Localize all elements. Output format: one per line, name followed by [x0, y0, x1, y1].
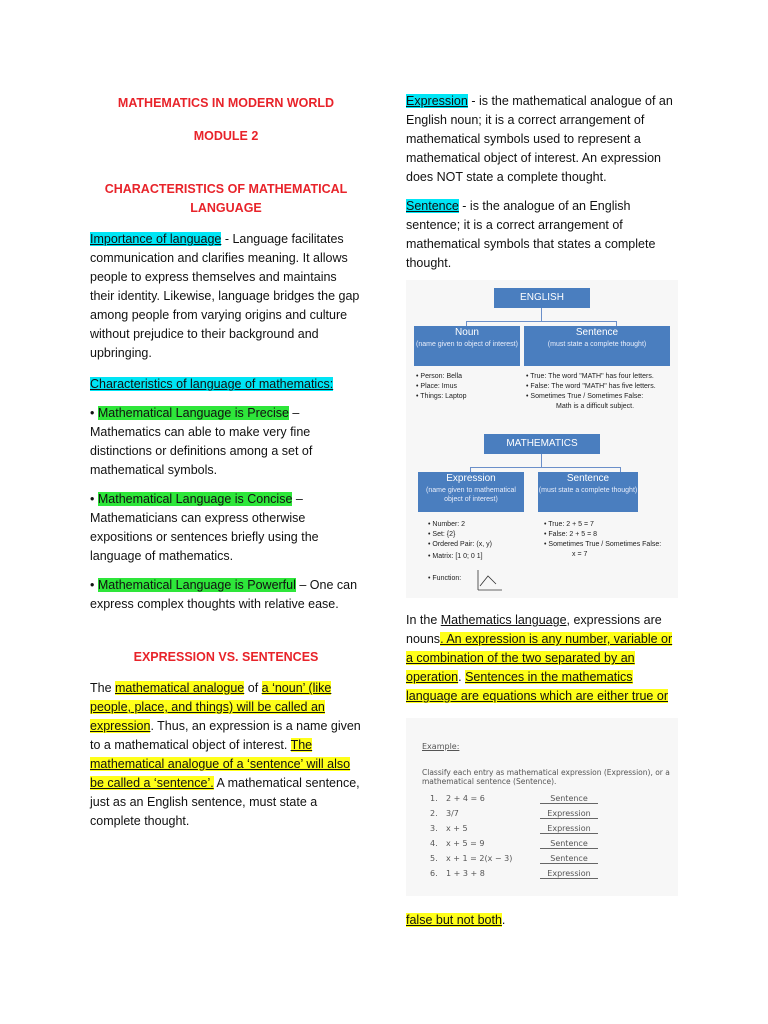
noun-box: [414, 326, 520, 366]
bullet-label: Mathematical Language is Powerful: [97, 578, 296, 592]
connector: [470, 467, 620, 468]
example-row: [430, 854, 670, 868]
expression-vs-sentences-heading: EXPRESSION VS. SENTENCES: [133, 650, 319, 664]
connector: [541, 308, 542, 322]
para-highlight: a ‘noun’ (like people, place, and things) will be called an expression: [90, 681, 332, 733]
row-answer: Sentence: [540, 839, 598, 849]
bullet-text: – Mathematics can able to make very fine distinctions or definitions among a set of mathematical symbols.: [90, 406, 313, 477]
noun-sub: (name given to object of interest): [416, 341, 518, 348]
left-column: [90, 0, 362, 831]
characteristics-label: Characteristics of language of mathematics:: [90, 377, 334, 391]
bullet-text: – One can express complex thoughts with relative ease.: [90, 578, 358, 611]
noun-item: • Person: Bella: [416, 373, 463, 380]
bullet-marker: •: [90, 578, 98, 592]
english-box: [494, 288, 590, 308]
para-highlight: mathematical analogue: [115, 681, 245, 695]
math-sentence-box: [538, 472, 638, 512]
row-entry: x + 5 = 9: [446, 839, 485, 848]
expression-paragraph: [90, 679, 362, 831]
expression-definition: [406, 92, 678, 187]
bullet-concise: [90, 490, 362, 566]
example-image: [406, 718, 678, 896]
right-column-top: [406, 92, 678, 273]
row-number: 2.: [430, 809, 438, 818]
sentence-text: - is the analogue of an English sentence; it is a correct arrangement of mathematical symbols that states a complete thought.: [406, 199, 656, 270]
function-graph-icon: [474, 568, 504, 594]
row-entry: 2 + 4 = 6: [446, 794, 485, 803]
sentence-sub: (must state a complete thought): [547, 341, 647, 348]
sentence-item: • False: The word "MATH" has five letters.: [526, 383, 656, 390]
para-text: of: [244, 681, 262, 695]
bullet-text: – Mathematicians can express otherwise expositions or sentences briefly using the language of mathematics.: [90, 492, 319, 563]
row-entry: 3/7: [446, 809, 459, 818]
example-row: [430, 824, 670, 838]
sentence-items: [526, 372, 676, 412]
expression-item: • Set: {2}: [428, 531, 456, 538]
row-answer: Expression: [540, 869, 598, 879]
expression-item: • Ordered Pair: (x, y): [428, 541, 492, 548]
row-answer: Sentence: [540, 794, 598, 804]
bullet-label: Mathematical Language is Precise: [97, 406, 289, 420]
noun-item: • Place: Imus: [416, 383, 457, 390]
expression-item: • Number: 2: [428, 521, 466, 528]
para-highlight: Sentences in the mathematics language are equations which are either true or: [406, 670, 668, 703]
para-highlight: The mathematical analogue of a ‘sentence’ will also be called a ‘sentence’.: [90, 738, 351, 790]
example-title: Example:: [422, 742, 460, 751]
sentence-definition: [406, 197, 678, 273]
row-answer: Expression: [540, 824, 598, 834]
continuation-text: [406, 911, 678, 930]
math-sentence-items: [544, 520, 674, 560]
para-text: , expressions are nouns: [406, 613, 662, 646]
importance-text: - Language facilitates communication and clarifies meaning. It allows people to express themselves and maintains their identity. Likewise, language bridges the gap among people from varying origins and culture without prejudice to their background and upbringing.: [90, 232, 360, 360]
example-row: [430, 794, 670, 808]
sentence-label: Sentence: [406, 199, 459, 213]
row-answer: Sentence: [540, 854, 598, 864]
math-language-paragraph: [406, 611, 678, 706]
example-row: [430, 869, 670, 883]
expression-text: - is the mathematical analogue of an English noun; it is a correct arrangement of mathematical symbols used to represent a mathematical object of interest. An expression does NOT state a complete thought.: [406, 94, 673, 184]
row-entry: x + 5: [446, 824, 468, 833]
connector: [541, 454, 542, 468]
example-instruction: Classify each entry as mathematical expression (Expression), or a mathematical sentence (Sentence).: [422, 768, 670, 786]
para-text: The: [90, 681, 116, 695]
bullet-marker: •: [90, 406, 98, 420]
mathematics-label: MATHEMATICS: [506, 438, 578, 449]
sentence-item: Math is a difficult subject.: [556, 403, 635, 410]
sentence-box: [524, 326, 670, 366]
expression-label: Expression: [406, 94, 468, 108]
para-text: . Thus, an expression is a name given to a mathematical object of interest.: [90, 719, 361, 752]
row-number: 4.: [430, 839, 438, 848]
bullet-powerful: [90, 576, 362, 614]
row-entry: 1 + 3 + 8: [446, 869, 485, 878]
math-sentence-sub: (must state a complete thought): [538, 487, 638, 494]
math-sentence-item: • False: 2 + 5 = 8: [544, 531, 598, 538]
expression-box: [418, 472, 524, 512]
para-text: .: [501, 913, 506, 927]
expression-sub: (name given to mathematical object of interest): [426, 487, 516, 503]
english-label: ENGLISH: [520, 292, 564, 303]
row-number: 6.: [430, 869, 438, 878]
english-mathematics-diagram: [406, 280, 678, 598]
row-answer: Expression: [540, 809, 598, 819]
example-row: [430, 839, 670, 853]
math-sentence-label: Sentence: [566, 473, 610, 484]
noun-label: Noun: [455, 327, 479, 338]
para-text: A mathematical sentence, just as an English sentence, must state a complete thought.: [90, 776, 360, 828]
row-entry: x + 1 = 2(x − 3): [446, 854, 513, 863]
math-sentence-item: • True: 2 + 5 = 7: [544, 521, 594, 528]
bullet-precise: [90, 404, 362, 480]
expression-label: Expression: [446, 473, 496, 484]
bullet-label: Mathematical Language is Concise: [97, 492, 293, 506]
sentence-item: • Sometimes True / Sometimes False:: [526, 393, 644, 400]
importance-paragraph: [90, 230, 362, 363]
sentence-label: Sentence: [575, 327, 619, 338]
row-number: 1.: [430, 794, 438, 803]
noun-items: [416, 372, 520, 402]
mathematics-box: [484, 434, 600, 454]
importance-label: Importance of language: [90, 232, 222, 246]
math-language-term: Mathematics language: [440, 613, 567, 627]
row-number: 3.: [430, 824, 438, 833]
para-text: .: [458, 670, 466, 684]
bullet-marker: •: [90, 492, 98, 506]
section-heading: CHARACTERISTICS OF MATHEMATICAL LANGUAGE: [104, 182, 348, 215]
connector: [466, 321, 616, 322]
sentence-item: • True: The word "MATH" has four letters.: [526, 373, 654, 380]
row-number: 5.: [430, 854, 438, 863]
para-highlight: false but not both: [406, 913, 502, 927]
expression-item: • Matrix: [1 0; 0 1]: [428, 553, 483, 560]
example-row: [430, 809, 670, 823]
expression-item: • Function:: [428, 575, 462, 582]
noun-item: • Things: Laptop: [416, 393, 467, 400]
math-language-text: [406, 611, 678, 706]
para-text: In the: [406, 613, 441, 627]
module-label: MODULE 2: [193, 129, 259, 143]
document-title: MATHEMATICS IN MODERN WORLD: [117, 96, 335, 110]
characteristics-heading: [90, 375, 362, 394]
math-sentence-item: • Sometimes True / Sometimes False:: [544, 541, 662, 548]
para-highlight: . An expression is any number, variable or a combination of the two separated by an operation: [406, 632, 673, 684]
continuation-paragraph: [406, 911, 678, 930]
math-sentence-item: x = 7: [572, 551, 588, 558]
